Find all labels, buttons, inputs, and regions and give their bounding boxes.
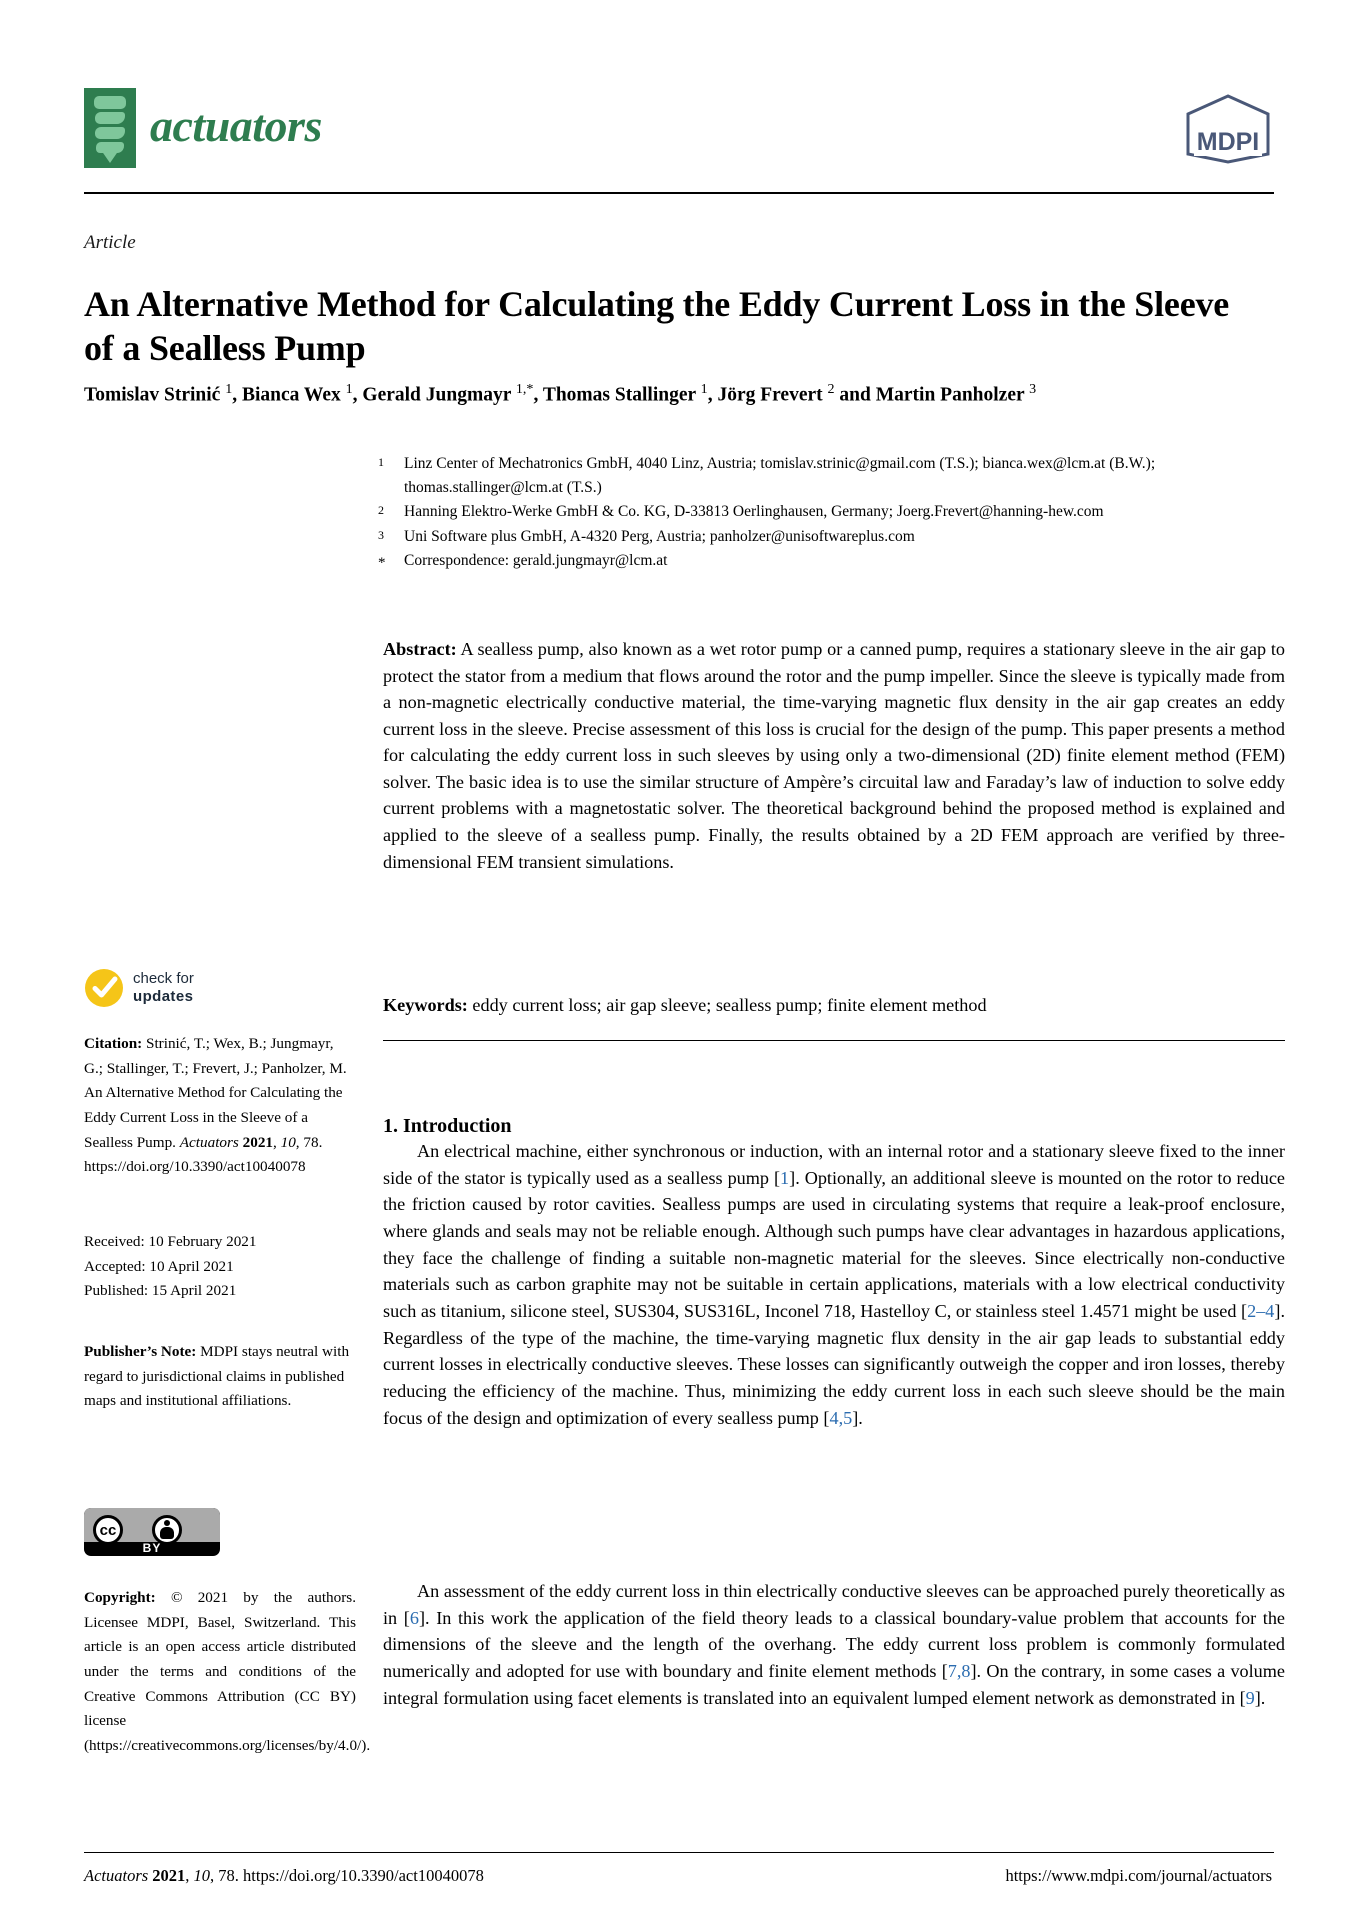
affiliation-text: Linz Center of Mechatronics GmbH, 4040 Linz, Austria; tomislav.strinic@gmail.com (T.S.); bianca.wex@lcm.at (B.W.); thomas.stallinger@lcm.at (T.S.) (404, 455, 1156, 496)
check-for-updates-badge[interactable] (84, 968, 194, 1008)
affiliation-marker: 2 (378, 503, 384, 518)
article-type-label: Article (84, 232, 136, 253)
affiliation-list (378, 452, 1283, 576)
journal-title: actuators (150, 100, 322, 151)
intro-paragraph-2 (383, 1578, 1285, 1711)
citation-text: Citation: Strinić, T.; Wex, B.; Jungmayr, G.; Stallinger, T.; Frevert, J.; Panholzer, M. An Alternative Method for Calculating the Eddy Current Loss in the Sleeve of a Sealless Pump. Actuators 2021, 10, 78. https://doi.org/10.3390/act10040078 (84, 1035, 347, 1176)
copyright-block (84, 1586, 371, 1758)
creative-commons-badge[interactable] (84, 1508, 220, 1556)
keywords-label: Keywords: (383, 995, 468, 1015)
cc-icon: cc (93, 1515, 123, 1545)
screw-icon (84, 88, 136, 168)
received-date: Received: 10 February 2021 (84, 1233, 257, 1250)
affiliation-item (378, 525, 1283, 549)
abstract-section (383, 636, 1285, 875)
keywords-section (383, 992, 1285, 1019)
paragraph-text: An electrical machine, either synchronous or induction, with an internal rotor and a stationary sleeve fixed to the inner side of the stator is typically used as a sealless pump [1]. Optionally, an additional sleeve is mounted on the rotor to reduce the friction caused by rotor cavities. Sealless pumps are used in circulating systems that require a leak-proof enclosure, where glands and seals may not be reliable enough. Although such pumps have clear advantages in hazardous applications, they face the challenge of finding a suitable non-magnetic material for the sleeves. Since electrically non-conductive materials such as carbon graphite may not be suitable in certain applications, materials with a low electrical conductivity such as titanium, silicone steel, SUS304, SUS316L, Inconel 718, Hastelloy C, or stainless steel 1.4571 might be used [2–4]. Regardless of the type of the machine, the time-varying magnetic flux density in the air gap leads to substantial eddy current losses in electrically conductive sleeves. These losses can significantly outweigh the copper and iron losses, thereby reducing the efficiency of the machine. Thus, minimizing the eddy current loss in each such sleeve should be the main focus of the design and optimization of every sealless pump [4,5]. (383, 1141, 1285, 1428)
svg-text:MDPI: MDPI (1196, 128, 1260, 156)
paragraph-text: An assessment of the eddy current loss in thin electrically conductive sleeves can be approached purely theoretically as in [6]. In this work the application of the field theory leads to a classical boundary-value problem that accounts for the dimensions of the sleeve and the length of the overhang. The eddy current loss problem is commonly formulated numerically and adopted for use with boundary and finite element methods [7,8]. On the contrary, in some cases a volume integral formulation using facet elements is translated into an equivalent lumped element network as demonstrated in [9]. (383, 1581, 1285, 1708)
affiliation-marker: 1 (378, 455, 384, 469)
footer-divider (84, 1852, 1274, 1853)
affiliation-text: Uni Software plus GmbH, A-4320 Perg, Austria; panholzer@unisoftwareplus.com (404, 527, 915, 545)
footer-citation: Actuators 2021, 10, 78. https://doi.org/10.3390/act10040078 (84, 1866, 484, 1885)
footer-journal-url[interactable]: https://www.mdpi.com/journal/actuators (1005, 1866, 1272, 1885)
page-title: An Alternative Method for Calculating the Eddy Current Loss in the Sleeve of a Sealless Pump (84, 284, 1230, 369)
masthead-divider (84, 192, 1274, 194)
affiliation-item (378, 500, 1283, 524)
check-updates-line2: updates (133, 988, 194, 1005)
correspondence-marker: * (378, 555, 386, 572)
keywords-divider (383, 1040, 1285, 1041)
correspondence-item (378, 549, 1283, 575)
citation-block (84, 1032, 356, 1180)
publishers-note (84, 1340, 356, 1414)
keywords-text: eddy current loss; air gap sleeve; sealless pump; finite element method (472, 995, 987, 1015)
journal-logo[interactable] (84, 88, 322, 168)
copyright-text: Copyright: © 2021 by the authors. Licensee MDPI, Basel, Switzerland. This article is an open access article distributed under the terms and conditions of the Creative Commons Attribution (CC BY) license (https://creativecommons.org/licenses/by/4.0/). (84, 1589, 371, 1754)
published-date: Published: 15 April 2021 (84, 1282, 237, 1300)
check-for-updates-label (133, 970, 194, 1006)
cc-by-label: BY (142, 1541, 162, 1555)
section-heading-introduction: 1. Introduction (383, 1114, 512, 1137)
abstract-text: A sealless pump, also known as a wet rotor pump or a canned pump, requires a stationary sleeve in the air gap to protect the stator from a medium that flows around the rotor and the pump impeller. Since the sleeve is typically made from a non-magnetic electrically conductive material, the time-varying magnetic flux density in the air gap creates an eddy current loss in the sleeve. Precise assessment of this loss is crucial for the design of the pump. This paper presents a method for calculating the eddy current loss in such sleeves by using only a two-dimensional (2D) finite element method (FEM) solver. The basic idea is to use the similar structure of Ampère’s circuital law and Faraday’s law of induction to solve eddy current problems with a magnetostatic solver. The theoretical background behind the proposed method is explained and applied to the sleeve of a sealless pump. Finally, the results obtained by a 2D FEM approach are verified by three-dimensional FEM transient simulations. (383, 639, 1285, 872)
check-updates-line1: check for (133, 970, 194, 987)
check-circle-icon (84, 968, 124, 1008)
publishers-note-text: Publisher’s Note: MDPI stays neutral with regard to jurisdictional claims in published maps and institutional affiliations. (84, 1343, 350, 1410)
mdpi-logo[interactable] (1182, 92, 1274, 166)
masthead (84, 88, 1274, 170)
author-list: Tomislav Strinić $^1$, Bianca Wex $^1$, Gerald Jungmayr $^{1,*}$, Thomas Stallinger $^1$, Jörg Frevert $^2$ and Martin Panholzer $^3$ (84, 381, 1037, 406)
affiliation-item (378, 452, 1283, 499)
affiliation-marker: 3 (378, 527, 384, 542)
correspondence-text: Correspondence: gerald.jungmayr@lcm.at (404, 552, 668, 570)
affiliation-text: Hanning Elektro-Werke GmbH & Co. KG, D-33813 Oerlinghausen, Germany; Joerg.Frevert@hanning-hew.com (404, 503, 1104, 521)
abstract-label: Abstract: (383, 639, 457, 659)
publication-dates (84, 1230, 356, 1304)
intro-paragraph-1 (383, 1138, 1285, 1431)
accepted-date: Accepted: 10 April 2021 (84, 1257, 234, 1275)
